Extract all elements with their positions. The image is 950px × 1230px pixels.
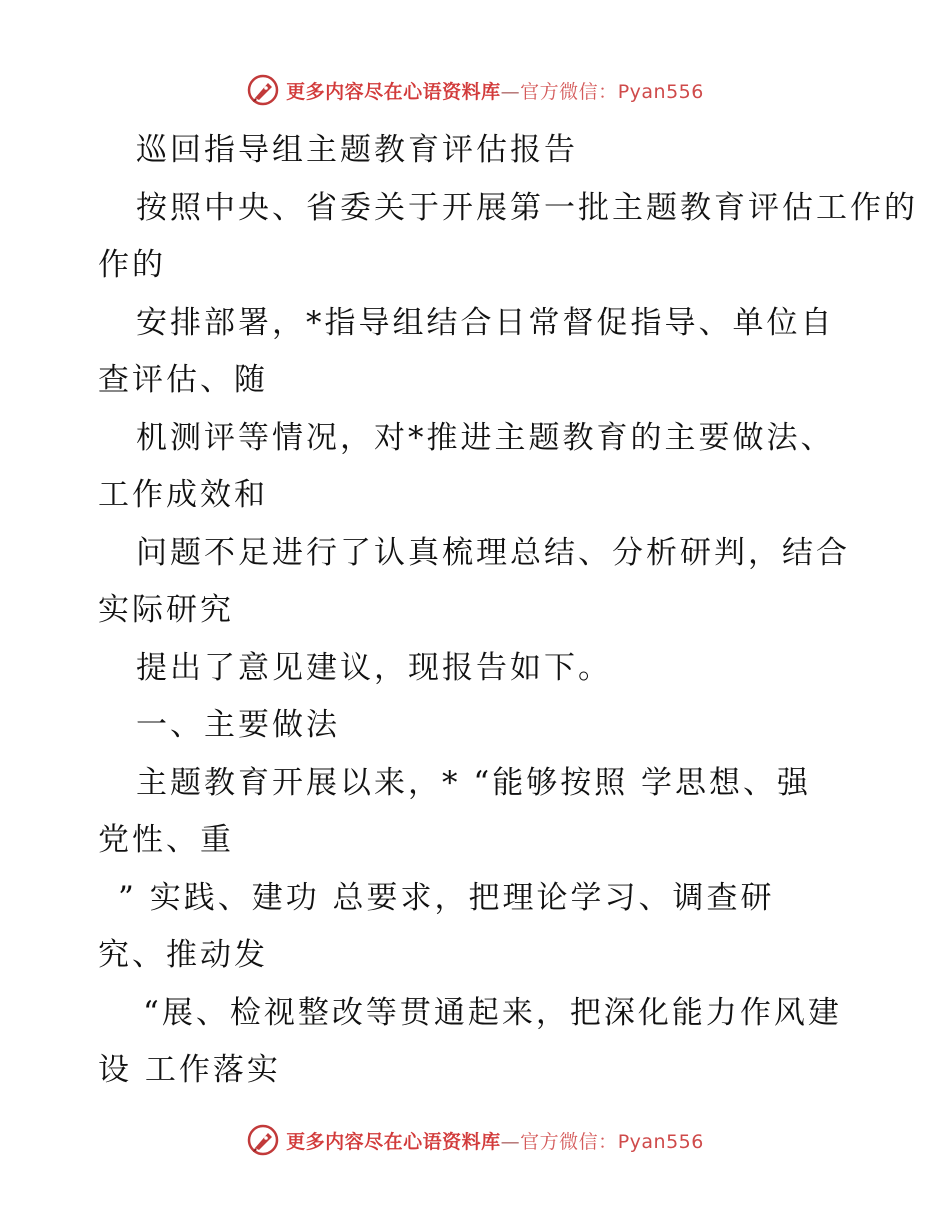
pen-nib-logo-icon: [246, 1123, 280, 1157]
paragraph-line: 查评估、随: [98, 362, 268, 398]
section-heading: 一、主要做法: [136, 707, 340, 743]
banner-separator: —: [500, 80, 521, 103]
document-title: 巡回指导组主题教育评估报告: [136, 132, 578, 168]
paragraph-line: 机测评等情况，对*推进主题教育的主要做法、: [136, 419, 835, 456]
paragraph-line: 设 工作落实: [98, 1052, 281, 1088]
paragraph-line: 工作成效和: [98, 477, 268, 513]
banner-wechat-id: Pyan556: [617, 1130, 704, 1153]
paragraph-line: 党性、重: [98, 822, 234, 858]
paragraph-line: 究、推动发: [98, 937, 268, 973]
pen-nib-logo-icon: [246, 73, 280, 107]
paragraph-line: 作的: [98, 247, 166, 283]
banner-separator: —: [500, 1130, 521, 1153]
paragraph-line: 实际研究: [98, 592, 234, 628]
banner-content: [246, 73, 704, 107]
banner-wechat-label: 官方微信：: [520, 80, 618, 103]
banner-content: [246, 1123, 704, 1157]
header-banner: [0, 70, 950, 110]
banner-text: [286, 77, 704, 104]
banner-brand: 更多内容尽在心语资料库: [286, 80, 501, 103]
paragraph-line: 提出了意见建议，现报告如下。: [136, 649, 612, 686]
banner-wechat-label: 官方微信：: [520, 1130, 618, 1153]
banner-wechat-id: Pyan556: [617, 80, 704, 103]
paragraph-line: 主题教育开展以来，* “能够按照 学思想、强: [136, 764, 812, 801]
paragraph-line: 按照中央、省委关于开展第一批主题教育评估工作的: [136, 189, 918, 226]
paragraph-line: 问题不足进行了认真梳理总结、分析研判，结合: [136, 534, 850, 571]
banner-brand: 更多内容尽在心语资料库: [286, 1130, 501, 1153]
document-body: [98, 122, 918, 1100]
banner-text: [286, 1127, 704, 1154]
paragraph-line: 安排部署，*指导组结合日常督促指导、单位自: [136, 304, 835, 341]
paragraph-line: “展、检视整改等贯通起来，把深化能力作风建: [143, 994, 842, 1031]
footer-banner: [0, 1120, 950, 1160]
paragraph-line: ” 实践、建功 总要求，把理论学习、调查研: [118, 879, 775, 916]
